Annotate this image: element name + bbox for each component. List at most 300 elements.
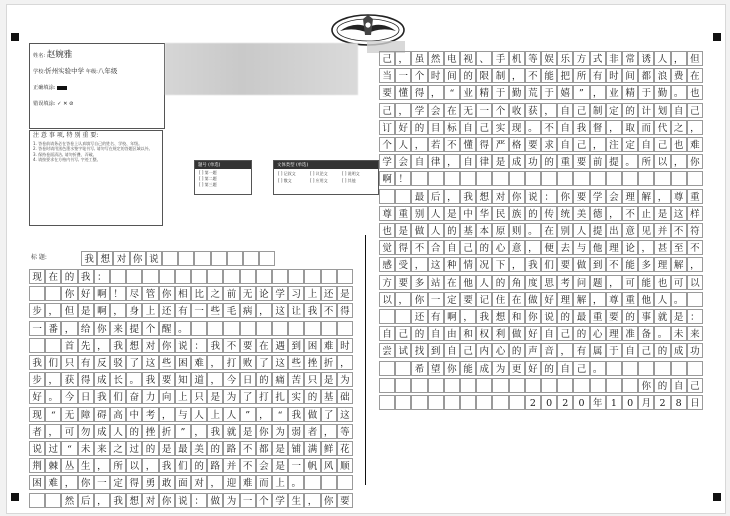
grid-cell xyxy=(159,269,175,284)
grid-cell: 自 xyxy=(379,326,395,341)
instruction-line: 3. 保持卷面清洁, 请勿折叠、弄破。 xyxy=(33,151,97,157)
grid-cell xyxy=(411,378,427,393)
grid-cell xyxy=(444,395,460,410)
grid-cell: 人 xyxy=(654,292,670,307)
grid-cell: 制 xyxy=(492,68,508,83)
grid-cell: 会 xyxy=(395,154,411,169)
grid-cell: 障 xyxy=(78,407,94,422)
grid-cell: 为 xyxy=(337,372,353,387)
grid-cell: 可 xyxy=(61,424,77,439)
student-info-box xyxy=(29,43,165,129)
grid-cell: 之 xyxy=(207,286,223,301)
grid-cell xyxy=(622,378,638,393)
grid-cell: 提 xyxy=(606,154,622,169)
grid-cell: 能 xyxy=(460,361,476,376)
grid-cell: 做 xyxy=(525,292,541,307)
grid-cell: 己 xyxy=(687,378,703,393)
grid-cell: ， xyxy=(207,355,223,370)
wrong-fill-samples: ✓ ✕ ⊘ xyxy=(57,101,74,107)
grid-cell: 而 xyxy=(638,120,654,135)
genre-option[interactable]: [ ] 应用文 xyxy=(310,178,328,183)
grid-cell: ， xyxy=(671,154,687,169)
grid-cell: 后 xyxy=(78,493,94,508)
grid-cell xyxy=(411,395,427,410)
grid-cell: 他 xyxy=(638,292,654,307)
grid-cell: 人 xyxy=(654,51,670,66)
grid-cell: 啊 xyxy=(94,303,110,318)
grid-cell: 面 xyxy=(175,475,191,490)
grid-cell: 想 xyxy=(126,338,142,353)
grid-cell: 啊 xyxy=(379,171,395,186)
grid-cell: 是 xyxy=(321,372,337,387)
grid-cell: 好 xyxy=(525,326,541,341)
grid-cell: 还 xyxy=(159,303,175,318)
grid-cell xyxy=(288,321,304,336)
grid-cell: 今 xyxy=(61,389,77,404)
grid-cell: 的 xyxy=(191,458,207,473)
grid-cell: 上 xyxy=(207,407,223,422)
grid-cell: 并 xyxy=(654,223,670,238)
grid-cell: 定 xyxy=(110,475,126,490)
grid-cell: 的 xyxy=(411,326,427,341)
grid-cell: 来 xyxy=(687,326,703,341)
grid-cell: 后 xyxy=(428,189,444,204)
grid-cell: 中 xyxy=(460,206,476,221)
grid-cell xyxy=(638,171,654,186)
grid-cell: 向 xyxy=(159,389,175,404)
grid-cell: 是 xyxy=(395,223,411,238)
grid-cell: 己 xyxy=(460,240,476,255)
grid-cell: 理 xyxy=(654,257,670,272)
grid-cell: 习 xyxy=(288,286,304,301)
grid-cell: 受 xyxy=(395,257,411,272)
grid-cell xyxy=(606,171,622,186)
grid-cell: ， xyxy=(395,51,411,66)
grid-cell: 是 xyxy=(159,441,175,456)
grid-cell xyxy=(191,269,207,284)
grid-cell: 我 xyxy=(94,389,110,404)
grid-cell: 有 xyxy=(78,355,94,370)
grid-cell: 不 xyxy=(321,303,337,318)
grid-cell: 败 xyxy=(240,355,256,370)
grid-cell: 取 xyxy=(622,120,638,135)
grid-cell: 生 xyxy=(78,458,94,473)
grid-cell: 我 xyxy=(207,424,223,439)
grid-cell: 懂 xyxy=(460,137,476,152)
grid-cell: 0 xyxy=(573,395,589,410)
grid-cell xyxy=(460,378,476,393)
grid-cell: 是 xyxy=(272,441,288,456)
grid-cell: 你 xyxy=(509,189,525,204)
grid-cell: 解 xyxy=(671,257,687,272)
grid-cell: 的 xyxy=(126,424,142,439)
grid-cell: 对 xyxy=(113,251,129,266)
topic-option[interactable]: [ ] 第一题 xyxy=(199,170,217,175)
grid-cell: 一 xyxy=(94,475,110,490)
grid-cell: ， xyxy=(444,189,460,204)
grid-cell: 的 xyxy=(476,240,492,255)
grid-cell: 先 xyxy=(78,338,94,353)
grid-cell: 望 xyxy=(428,361,444,376)
grid-cell: 这 xyxy=(428,257,444,272)
grid-cell: 对 xyxy=(142,338,158,353)
grid-cell: 个 xyxy=(411,68,427,83)
grid-cell: 现 xyxy=(29,407,45,422)
grid-cell: 础 xyxy=(337,389,353,404)
grid-cell: 要 xyxy=(395,275,411,290)
grid-cell: 要 xyxy=(573,154,589,169)
grid-cell: 己 xyxy=(573,137,589,152)
grid-cell: 也 xyxy=(687,85,703,100)
grid-cell: 。 xyxy=(525,120,541,135)
grid-cell xyxy=(687,292,703,307)
grid-cell: 前 xyxy=(590,154,606,169)
grid-cell: 内 xyxy=(476,343,492,358)
grid-cell xyxy=(687,361,703,376)
grid-cell xyxy=(590,171,606,186)
grid-cell xyxy=(492,378,508,393)
grid-cell: 说 xyxy=(541,309,557,324)
grid-cell: 我 xyxy=(207,338,223,353)
grid-cell: 比 xyxy=(191,286,207,301)
grid-cell: 得 xyxy=(395,240,411,255)
grid-cell xyxy=(428,395,444,410)
grid-cell: 的 xyxy=(622,309,638,324)
grid-cell: 自 xyxy=(557,361,573,376)
grid-cell: 首 xyxy=(61,338,77,353)
grid-cell: 碍 xyxy=(94,407,110,422)
grid-cell: 会 xyxy=(256,458,272,473)
grid-cell: 你 xyxy=(687,154,703,169)
grid-cell: 基 xyxy=(460,223,476,238)
grid-cell: 折 xyxy=(159,424,175,439)
grid-cell: 能 xyxy=(541,68,557,83)
grid-cell: 这 xyxy=(671,206,687,221)
grid-cell xyxy=(395,378,411,393)
grid-cell: ， xyxy=(191,424,207,439)
genre-option[interactable]: [ ] 议论文 xyxy=(310,171,328,176)
grid-cell: 自 xyxy=(460,120,476,135)
genre-option[interactable]: [ ] 说明文 xyxy=(342,171,360,176)
grid-cell: ， xyxy=(509,257,525,272)
grid-cell: 获 xyxy=(61,372,77,387)
grid-cell: 甚 xyxy=(654,240,670,255)
grid-cell: 的 xyxy=(304,389,320,404)
grid-cell: ” xyxy=(175,424,191,439)
grid-cell: 挫 xyxy=(304,355,320,370)
grid-cell: 。 xyxy=(590,361,606,376)
grid-cell: 准 xyxy=(622,326,638,341)
grid-cell xyxy=(194,251,210,266)
grid-cell: ， xyxy=(304,493,320,508)
grid-cell: 式 xyxy=(590,51,606,66)
grid-cell: 尊 xyxy=(379,206,395,221)
grid-cell: 困 xyxy=(304,338,320,353)
grid-cell: 好 xyxy=(525,361,541,376)
grid-cell: 也 xyxy=(654,275,670,290)
grid-cell: 声 xyxy=(525,343,541,358)
grid-cell: 学 xyxy=(590,189,606,204)
grid-cell xyxy=(240,269,256,284)
grid-cell: 自 xyxy=(557,103,573,118)
grid-cell: 要 xyxy=(557,257,573,272)
instructions-box xyxy=(29,130,163,226)
grid-cell: 重 xyxy=(687,189,703,204)
grid-cell: 勿 xyxy=(78,424,94,439)
grid-cell: 不 xyxy=(411,240,427,255)
grid-cell: 生 xyxy=(288,493,304,508)
grid-cell: 都 xyxy=(638,68,654,83)
grid-cell: 合 xyxy=(428,240,444,255)
grid-cell xyxy=(509,171,525,186)
grid-cell: 痛 xyxy=(272,372,288,387)
grid-cell xyxy=(379,189,395,204)
grid-cell: ， xyxy=(590,85,606,100)
grid-cell: 所 xyxy=(573,68,589,83)
grid-cell xyxy=(45,493,61,508)
grid-cell: 的 xyxy=(411,120,427,135)
grid-cell: ： xyxy=(541,189,557,204)
grid-cell: 啊 xyxy=(94,286,110,301)
grid-cell xyxy=(272,321,288,336)
grid-cell: 成 xyxy=(476,361,492,376)
grid-cell: 他 xyxy=(590,240,606,255)
grid-cell: 记 xyxy=(476,292,492,307)
grid-cell xyxy=(444,378,460,393)
grid-cell: 我 xyxy=(81,251,97,266)
grid-cell: 你 xyxy=(159,338,175,353)
grid-cell: 本 xyxy=(476,223,492,238)
grid-cell: 学 xyxy=(272,286,288,301)
grid-cell: 高 xyxy=(110,407,126,422)
grid-cell: 。 xyxy=(525,223,541,238)
grid-cell: 人 xyxy=(428,223,444,238)
grid-cell: 你 xyxy=(444,361,460,376)
grid-cell: 一 xyxy=(428,292,444,307)
grid-cell: 以 xyxy=(126,458,142,473)
grid-cell: ， xyxy=(541,103,557,118)
grid-cell: 上 xyxy=(142,303,158,318)
grid-cell: 今 xyxy=(223,372,239,387)
grid-cell: 以 xyxy=(654,154,670,169)
grid-cell: 站 xyxy=(428,275,444,290)
grid-cell: 的 xyxy=(509,343,525,358)
grid-cell: 长 xyxy=(110,372,126,387)
grid-cell: ， xyxy=(256,407,272,422)
grid-cell: 常 xyxy=(622,51,638,66)
grid-cell: 属 xyxy=(590,343,606,358)
answer-sheet xyxy=(6,4,726,514)
grid-cell: 要 xyxy=(573,189,589,204)
grid-cell: 可 xyxy=(622,275,638,290)
grid-cell: 己 xyxy=(573,361,589,376)
column-divider xyxy=(365,235,366,485)
grid-cell: 荒 xyxy=(525,85,541,100)
grid-cell: 满 xyxy=(304,441,320,456)
grid-cell: 中 xyxy=(126,407,142,422)
topic-option[interactable]: [ ] 第三题 xyxy=(199,182,217,187)
grid-cell: ， xyxy=(411,257,427,272)
grid-cell: 见 xyxy=(638,223,654,238)
grid-cell: 我 xyxy=(288,407,304,422)
grid-cell: 的 xyxy=(460,68,476,83)
grid-cell: 己 xyxy=(379,103,395,118)
grid-cell: 以 xyxy=(687,275,703,290)
grid-cell: 想 xyxy=(97,251,113,266)
grid-cell xyxy=(288,269,304,284)
grid-cell: 自 xyxy=(557,120,573,135)
grid-cell: 。 xyxy=(126,372,142,387)
grid-cell: 我 xyxy=(29,355,45,370)
grid-cell: 自 xyxy=(460,154,476,169)
grid-cell: 人 xyxy=(223,407,239,422)
grid-cell: 懂 xyxy=(395,85,411,100)
grid-cell: 难 xyxy=(687,137,703,152)
grid-cell xyxy=(45,338,61,353)
grid-cell: 敢 xyxy=(159,475,175,490)
grid-cell: 心 xyxy=(492,240,508,255)
grid-cell: 无 xyxy=(240,286,256,301)
grid-cell: 帆 xyxy=(304,458,320,473)
grid-cell: 非 xyxy=(606,51,622,66)
grid-cell: 人 xyxy=(191,407,207,422)
grid-cell xyxy=(259,251,275,266)
grid-cell: 时 xyxy=(337,338,353,353)
genre-option[interactable]: [ ] 记叙文 xyxy=(278,171,296,176)
grid-cell: 成 xyxy=(671,343,687,358)
grid-cell: 自 xyxy=(638,137,654,152)
grid-cell xyxy=(175,269,191,284)
grid-cell xyxy=(590,378,606,393)
grid-cell: 止 xyxy=(638,206,654,221)
grid-cell: 能 xyxy=(622,257,638,272)
grid-cell xyxy=(379,395,395,410)
grid-cell: 思 xyxy=(541,275,557,290)
grid-cell: 2 xyxy=(557,395,573,410)
grid-cell: 我 xyxy=(573,120,589,135)
grid-cell: 精 xyxy=(476,85,492,100)
grid-cell: 下 xyxy=(492,257,508,272)
grid-cell: 电 xyxy=(444,51,460,66)
grid-cell xyxy=(142,269,158,284)
grid-cell: 难 xyxy=(321,338,337,353)
grid-cell xyxy=(207,321,223,336)
grid-cell: 好 xyxy=(29,389,45,404)
grid-cell xyxy=(45,286,61,301)
grid-cell: 但 xyxy=(61,303,77,318)
grid-cell: 些 xyxy=(159,355,175,370)
grid-cell xyxy=(256,321,272,336)
grid-cell: 的 xyxy=(541,154,557,169)
grid-cell: 日 xyxy=(687,395,703,410)
grid-cell: 在 xyxy=(541,223,557,238)
grid-cell: ， xyxy=(207,475,223,490)
grid-cell: 是 xyxy=(207,389,223,404)
grid-cell xyxy=(573,378,589,393)
grid-cell: 在 xyxy=(509,292,525,307)
grid-cell: 不 xyxy=(671,223,687,238)
grid-cell: 身 xyxy=(126,303,142,318)
grid-cell: 诱 xyxy=(638,51,654,66)
grid-cell: 来 xyxy=(94,441,110,456)
grid-cell: 就 xyxy=(223,424,239,439)
grid-cell: 为 xyxy=(223,493,239,508)
grid-cell: 都 xyxy=(256,441,272,456)
grid-cell: 只 xyxy=(61,355,77,370)
grid-cell xyxy=(29,286,45,301)
grid-cell: 要 xyxy=(337,493,353,508)
grid-cell: 费 xyxy=(671,68,687,83)
grid-cell: 意 xyxy=(622,223,638,238)
grid-cell: 重 xyxy=(590,309,606,324)
grid-cell: 最 xyxy=(175,441,191,456)
genre-option[interactable]: [ ] 其他 xyxy=(342,178,356,183)
grid-cell xyxy=(126,269,142,284)
grid-cell: 现 xyxy=(509,120,525,135)
grid-cell: 一 xyxy=(29,321,45,336)
grid-cell: 自 xyxy=(444,343,460,358)
grid-cell: 我 xyxy=(78,269,94,284)
grid-cell: 说 xyxy=(175,338,191,353)
grid-cell: 在 xyxy=(444,103,460,118)
grid-cell: 感 xyxy=(379,257,395,272)
grid-cell: 难 xyxy=(191,355,207,370)
name-label: 姓名: xyxy=(33,53,46,59)
grade-label: 年级: xyxy=(85,69,98,75)
grid-cell xyxy=(444,171,460,186)
grid-cell: 浪 xyxy=(654,68,670,83)
grid-cell: 不 xyxy=(525,68,541,83)
grid-cell: 你 xyxy=(159,286,175,301)
grid-cell: 在 xyxy=(687,68,703,83)
grid-cell: 订 xyxy=(379,120,395,135)
grid-cell xyxy=(207,269,223,284)
grid-cell: ， xyxy=(159,407,175,422)
grid-cell: 目 xyxy=(428,120,444,135)
grid-cell: 棘 xyxy=(45,458,61,473)
grid-cell: 上 xyxy=(175,389,191,404)
grid-cell: “ xyxy=(45,407,61,422)
grid-cell: 还 xyxy=(411,309,427,324)
grid-cell: 所 xyxy=(638,154,654,169)
genre-option[interactable]: [ ] 散文 xyxy=(278,178,292,183)
grid-cell: 学 xyxy=(272,493,288,508)
grid-cell: 督 xyxy=(590,120,606,135)
grid-cell: 希 xyxy=(411,361,427,376)
topic-option[interactable]: [ ] 第二题 xyxy=(199,176,217,181)
grid-cell: 。 xyxy=(671,85,687,100)
grid-cell: ， xyxy=(395,103,411,118)
grid-cell: 们 xyxy=(110,389,126,404)
grid-cell: 制 xyxy=(590,103,606,118)
grid-cell: ， xyxy=(590,292,606,307)
genre-box-heading: 文体类型 (单选) xyxy=(274,161,378,169)
grid-cell: 对 xyxy=(191,475,207,490)
grid-cell: 了 xyxy=(126,355,142,370)
grid-cell xyxy=(654,171,670,186)
grid-cell: 更 xyxy=(509,361,525,376)
grid-cell: 你 xyxy=(94,321,110,336)
grid-cell: 为 xyxy=(492,361,508,376)
grid-cell xyxy=(428,171,444,186)
grid-cell: 8 xyxy=(671,395,687,410)
grid-cell: 心 xyxy=(590,326,606,341)
grid-cell: 只 xyxy=(191,389,207,404)
grid-cell: ： xyxy=(191,493,207,508)
grid-cell: 个 xyxy=(492,103,508,118)
grid-cell: 做 xyxy=(304,407,320,422)
grid-cell: ！ xyxy=(110,286,126,301)
